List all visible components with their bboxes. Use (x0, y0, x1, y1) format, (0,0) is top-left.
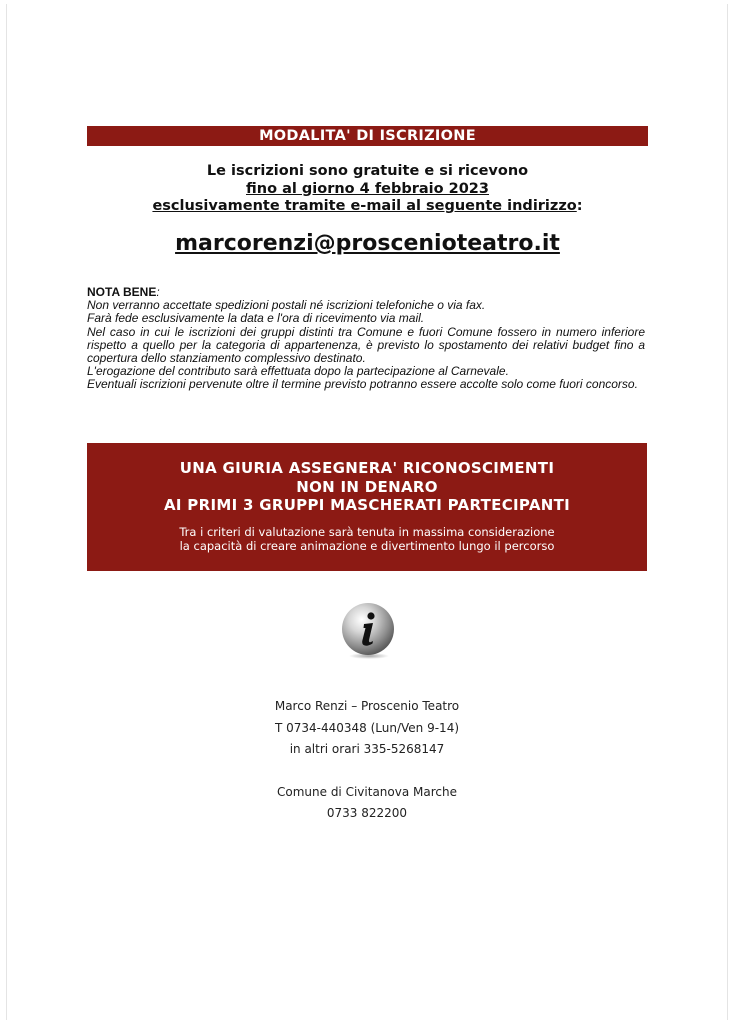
jury-box (87, 443, 647, 571)
nota-bene-colon: : (156, 285, 160, 299)
section-banner-title: MODALITA' DI ISCRIZIONE (259, 128, 476, 144)
contact-name: Marco Renzi – Proscenio Teatro (274, 699, 460, 713)
contact-phone: T 0734-440348 (Lun/Ven 9-14) (274, 720, 460, 735)
contacts (217, 696, 517, 825)
nota-paragraph: Eventuali iscrizioni pervenute oltre il termine previsto potranno essere accolte solo come fuori concorso. (87, 377, 638, 392)
jury-criteria (87, 525, 647, 553)
nota-bene-title: NOTA BENE (87, 285, 157, 299)
jury-title-line: AI PRIMI 3 GRUPPI MASCHERATI PARTECIPANTI (164, 496, 570, 514)
info-icon (338, 600, 398, 660)
nota-paragraph: L'erogazione del contributo sarà effettuata dopo la partecipazione al Carnevale. (87, 364, 509, 379)
section-banner (87, 126, 648, 146)
nota-bene (87, 286, 645, 392)
intro-deadline: fino al giorno 4 febbraio 2023 (246, 180, 489, 197)
nota-paragraph: Nel caso in cui le iscrizioni dei gruppi distinti tra Comune e fuori Comune fossero in numero inferiore rispetto a quello per la categoria di appartenenza, è previsto lo spostamento dei relativi budget fino a copertura dello stanziamento complessivo destinato. (87, 324, 645, 366)
email-address[interactable]: marcorenzi@proscenioteatro.it (175, 231, 560, 256)
jury-title-line: NON IN DENARO (296, 477, 438, 496)
intro-line-3-text: esclusivamente tramite e-mail al seguente indirizzo (152, 198, 577, 214)
nota-paragraph: Non verranno accettate spedizioni postali né iscrizioni telefoniche o via fax. (87, 298, 486, 313)
contacts-spacer (217, 761, 517, 782)
nota-paragraph: Farà fede esclusivamente la data e l'ora di ricevimento via mail. (87, 311, 425, 326)
jury-criteria-line: Tra i criteri di valutazione sarà tenuta in massima considerazione (179, 524, 555, 539)
intro-line-3 (87, 198, 648, 216)
intro-line-3-colon: : (576, 198, 583, 214)
contact-other-hours: in altri orari 335-5268147 (289, 742, 445, 756)
intro-text (87, 163, 648, 216)
jury-title (87, 459, 647, 515)
intro-line-1: Le iscrizioni sono gratuite e si ricevono (206, 163, 529, 179)
jury-criteria-line: la capacità di creare animazione e divertimento lungo il percorso (179, 538, 555, 553)
jury-title-line: UNA GIURIA ASSEGNERA' RICONOSCIMENTI (179, 459, 555, 477)
contact-municipality-phone: 0733 822200 (326, 806, 408, 820)
contact-municipality: Comune di Civitanova Marche (277, 784, 457, 799)
